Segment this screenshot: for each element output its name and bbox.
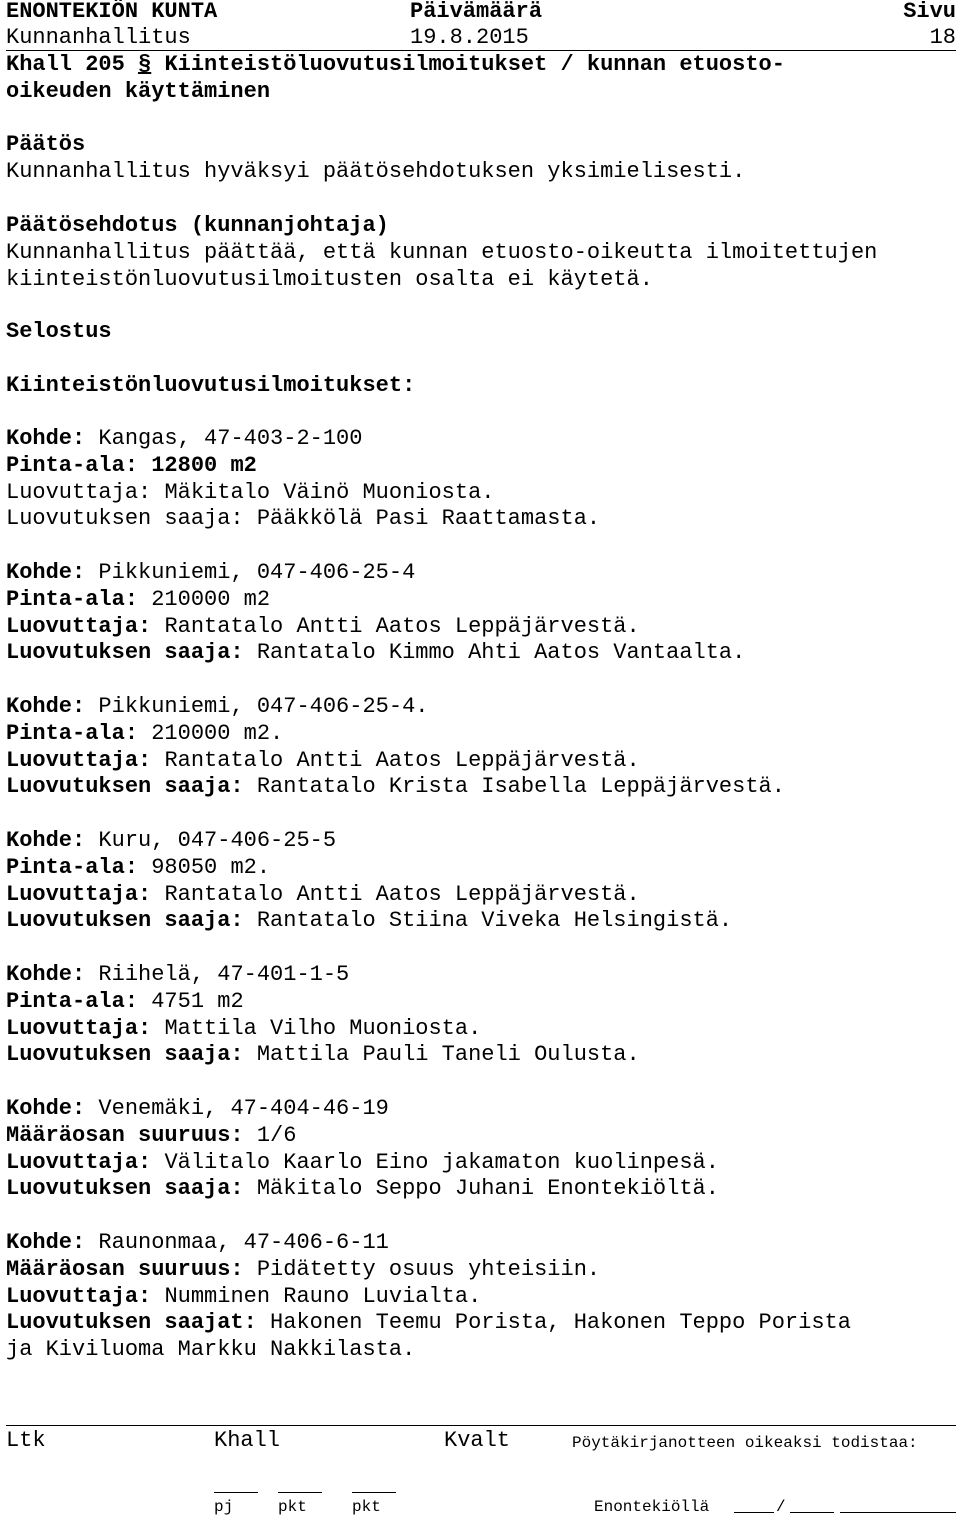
- property-entry: [6, 1096, 956, 1203]
- pinta-ala-label: Pinta-ala:: [6, 988, 139, 1014]
- saaja-value: Pääkkölä Pasi Raattamasta.: [256, 506, 601, 532]
- property-entry: [6, 560, 956, 667]
- signature-line-certifier: [840, 1512, 956, 1513]
- maaraosa-value: 1/6: [256, 1122, 297, 1148]
- maaraosa-value: Pidätetty osuus yhteisiin.: [256, 1256, 601, 1282]
- kohde-value: Riihelä, 47-401-1-5: [98, 962, 350, 987]
- luovuttaja-value: Välitalo Kaarlo Eino jakamaton kuolinpesä.: [164, 1149, 719, 1175]
- proposal-section: [6, 213, 956, 293]
- kohde-value: Kangas, 47-403-2-100: [98, 426, 363, 451]
- property-entry: [6, 962, 956, 1069]
- saajat-value-line-1: Hakonen Teemu Porista, Hakonen Teppo Porista: [270, 1310, 851, 1336]
- luovuttaja-label: Luovuttaja:: [6, 613, 152, 639]
- footer-pkt-1: pkt: [278, 1498, 307, 1516]
- pinta-ala-label: Pinta-ala:: [6, 720, 139, 746]
- header-divider: [6, 50, 956, 51]
- signature-line-pkt-1: [278, 1492, 322, 1493]
- page-label: Sivu: [903, 0, 956, 24]
- agenda-title: [6, 52, 956, 106]
- pinta-ala-value: 4751 m2: [151, 988, 244, 1014]
- kohde-label: Kohde:: [6, 426, 86, 451]
- footer-place: Enontekiöllä: [594, 1498, 710, 1516]
- maaraosa-label: Määräosan suuruus:: [6, 1256, 244, 1282]
- saaja-value: Rantatalo Stiina Viveka Helsingistä.: [256, 908, 733, 934]
- kohde-label: Kohde:: [6, 1230, 86, 1255]
- paragraph-symbol: §: [138, 52, 152, 77]
- title-line-1: Kiinteistöluovutusilmoitukset / kunnan etuosto-: [164, 52, 785, 77]
- kohde-label: Kohde:: [6, 1096, 86, 1121]
- saajat-label: Luovutuksen saajat:: [6, 1310, 257, 1336]
- kohde-value: Pikkuniemi, 047-406-25-4: [98, 560, 416, 585]
- pinta-ala-value: 12800 m2: [151, 452, 257, 478]
- footer-kvalt: Kvalt: [444, 1428, 511, 1453]
- saaja-label: Luovutuksen saaja:: [6, 774, 244, 800]
- proposal-line-2: kiinteistönluovutusilmoitusten osalta ei käytetä.: [6, 266, 653, 292]
- statement-subheading: Kiinteistönluovutusilmoitukset:: [6, 373, 416, 398]
- document-header: [6, 0, 956, 50]
- body-name: Kunnanhallitus: [6, 25, 191, 50]
- property-entry: [6, 426, 956, 533]
- luovuttaja-value: Rantatalo Antti Aatos Leppäjärvestä.: [164, 881, 640, 907]
- luovuttaja-label: Luovuttaja:: [6, 1149, 152, 1175]
- footer-divider: [6, 1425, 956, 1426]
- document-page: [6, 0, 956, 1516]
- statement-subheading-block: [6, 373, 956, 400]
- saaja-label: Luovutuksen saaja:: [6, 1176, 244, 1202]
- luovuttaja-value: Rantatalo Antti Aatos Leppäjärvestä.: [164, 747, 640, 773]
- date-month-line: [790, 1512, 834, 1513]
- page-number: 18: [929, 25, 956, 50]
- luovuttaja-value: Rantatalo Antti Aatos Leppäjärvestä.: [164, 613, 640, 639]
- title-line-2: oikeuden käyttäminen: [6, 78, 271, 104]
- footer-pkt-2: pkt: [352, 1498, 381, 1516]
- decision-text: Kunnanhallitus hyväksyi päätösehdotuksen yksimielisesti.: [6, 158, 746, 184]
- statement-heading-block: [6, 319, 956, 346]
- saaja-label: Luovutuksen saaja:: [6, 640, 244, 666]
- footer-slash: /: [776, 1498, 786, 1516]
- document-footer: [6, 1428, 956, 1518]
- decision-section: [6, 132, 956, 186]
- property-entry: [6, 828, 956, 935]
- meeting-date: 19.8.2015: [410, 25, 529, 50]
- footer-pj: pj: [214, 1498, 234, 1516]
- luovuttaja-value: Mattila Vilho Muoniosta.: [164, 1015, 482, 1041]
- footer-ltk: Ltk: [6, 1428, 46, 1453]
- luovuttaja-label: Luovuttaja:: [6, 747, 152, 773]
- saaja-value: Mattila Pauli Taneli Oulusta.: [256, 1042, 640, 1068]
- luovuttaja-label: Luovuttaja:: [6, 479, 152, 505]
- pinta-ala-value: 98050 m2.: [151, 854, 271, 880]
- saaja-value: Mäkitalo Seppo Juhani Enontekiöltä.: [256, 1176, 719, 1202]
- proposal-line-1: Kunnanhallitus päättää, että kunnan etuosto-oikeutta ilmoitettujen: [6, 239, 878, 265]
- luovuttaja-value: Numminen Rauno Luvialta.: [164, 1283, 482, 1309]
- saaja-label: Luovutuksen saaja:: [6, 1042, 244, 1068]
- kohde-value: Kuru, 047-406-25-5: [98, 828, 337, 853]
- kohde-label: Kohde:: [6, 828, 86, 853]
- maaraosa-label: Määräosan suuruus:: [6, 1122, 244, 1148]
- statement-heading: Selostus: [6, 319, 112, 344]
- footer-certify: Pöytäkirjanotteen oikeaksi todistaa:: [572, 1434, 918, 1452]
- pinta-ala-value: 210000 m2.: [151, 720, 284, 746]
- proposal-heading: Päätösehdotus (kunnanjohtaja): [6, 213, 389, 238]
- saajat-value-line-2: ja Kiviluoma Markku Nakkilasta.: [6, 1337, 416, 1363]
- kohde-label: Kohde:: [6, 694, 86, 719]
- property-entry: [6, 1230, 956, 1364]
- saaja-label: Luovutuksen saaja:: [6, 506, 244, 532]
- luovuttaja-value: Mäkitalo Väinö Muoniosta.: [164, 479, 495, 505]
- signature-line-pkt-2: [352, 1492, 396, 1493]
- saaja-value: Rantatalo Krista Isabella Leppäjärvestä.: [256, 774, 785, 800]
- kohde-value: Raunonmaa, 47-406-6-11: [98, 1230, 389, 1255]
- pinta-ala-label: Pinta-ala:: [6, 854, 139, 880]
- signature-line-pj: [214, 1492, 258, 1493]
- municipality-name: ENONTEKIÖN KUNTA: [6, 0, 218, 24]
- pinta-ala-value: 210000 m2: [151, 586, 271, 612]
- section-number: Khall 205: [6, 52, 125, 77]
- luovuttaja-label: Luovuttaja:: [6, 1283, 152, 1309]
- saaja-label: Luovutuksen saaja:: [6, 908, 244, 934]
- kohde-label: Kohde:: [6, 560, 86, 585]
- luovuttaja-label: Luovuttaja:: [6, 1015, 152, 1041]
- kohde-label: Kohde:: [6, 962, 86, 987]
- decision-heading: Päätös: [6, 132, 86, 157]
- pinta-ala-label: Pinta-ala:: [6, 586, 139, 612]
- saaja-value: Rantatalo Kimmo Ahti Aatos Vantaalta.: [256, 640, 746, 666]
- pinta-ala-label: Pinta-ala:: [6, 452, 139, 478]
- property-entry: [6, 694, 956, 801]
- date-day-line: [734, 1512, 774, 1513]
- footer-khall: Khall: [214, 1428, 281, 1453]
- kohde-value: Pikkuniemi, 047-406-25-4.: [98, 694, 429, 719]
- luovuttaja-label: Luovuttaja:: [6, 881, 152, 907]
- kohde-value: Venemäki, 47-404-46-19: [98, 1096, 389, 1121]
- date-label: Päivämäärä: [410, 0, 543, 24]
